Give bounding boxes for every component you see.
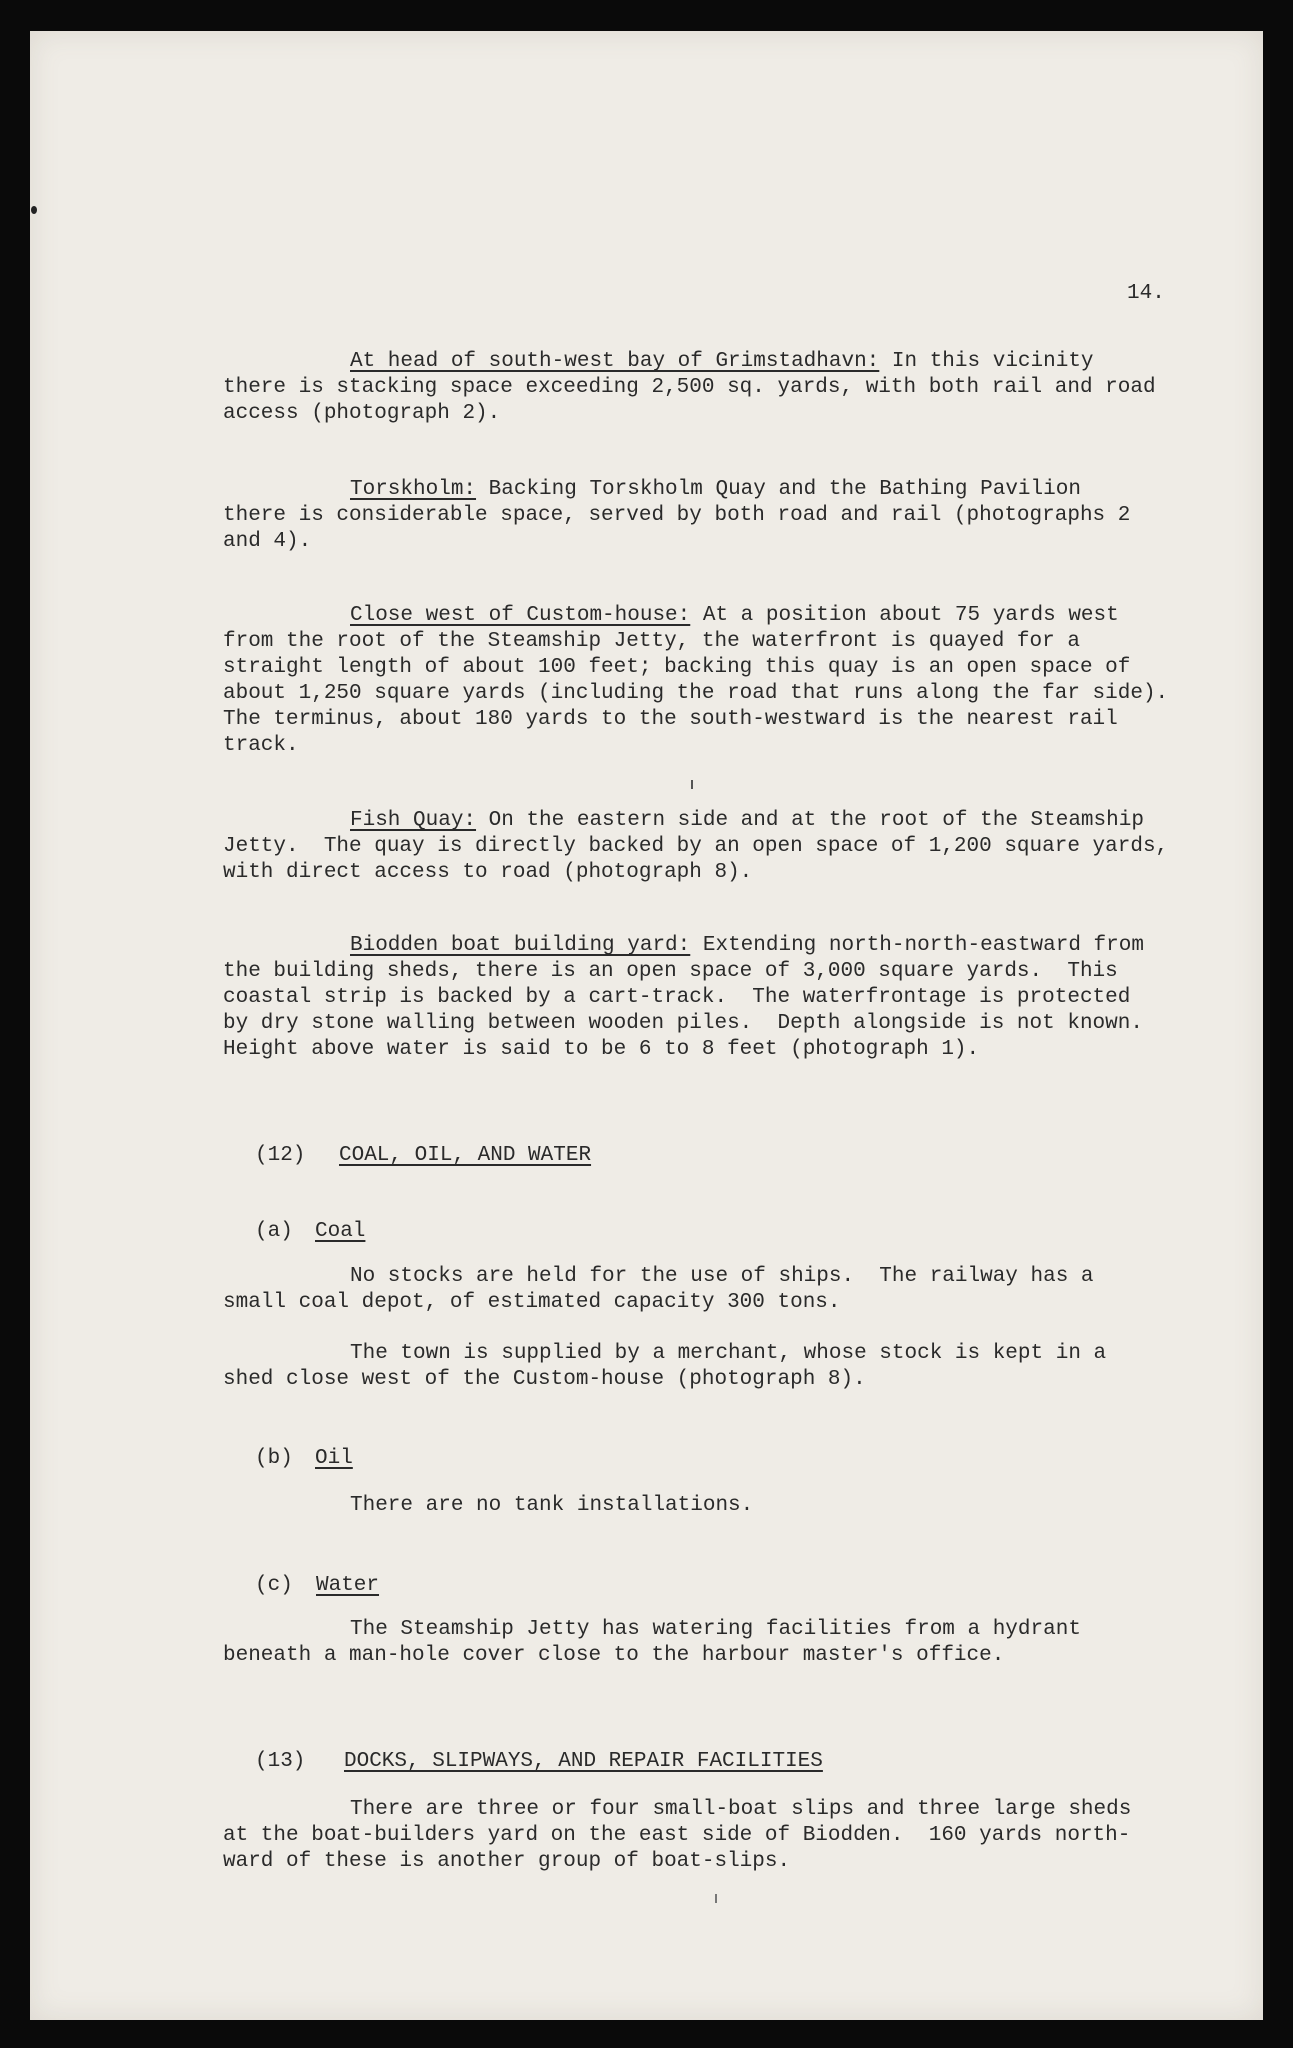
section-number-12: (12) xyxy=(255,1144,306,1167)
subsection-title-oil: Oil xyxy=(315,1447,353,1470)
paragraph-custom-house: Close west of Custom-house: At a position about 75 yards west from the root of the Steamship Jetty, the waterfront is quayed for a straight length of about 100 feet; backing this quay is an open space of about 1,250 square yards (including the road that runs along the far side). The terminus, about 180 yards to the south-westward is the nearest rail track. xyxy=(223,604,1169,757)
section-heading: Fish Quay: xyxy=(350,809,477,832)
section-heading: Torskholm: xyxy=(350,478,477,501)
paragraph-grimstadhavn: At head of south-west bay of Grimstadhavn: In this vicinity there is stacking space exceeding 2,500 sq. yards, with both rail and road access (photograph 2). xyxy=(223,350,1156,425)
paragraph-torskholm: Torskholm: Backing Torskholm Quay and the Bathing Pavilion there is considerable space, served by both road and rail (photographs 2 and 4). xyxy=(223,478,1131,553)
subsection-title-water: Water xyxy=(316,1574,380,1597)
section-heading: Biodden boat building yard: xyxy=(350,934,691,957)
section-number-13: (13) xyxy=(255,1750,306,1773)
subsection-title-coal: Coal xyxy=(315,1220,366,1243)
paragraph-coal-2: The town is supplied by a merchant, whose stock is kept in a shed close west of the Custom-house (photograph 8). xyxy=(223,1342,1107,1391)
paragraph-fish-quay: Fish Quay: On the eastern side and at the root of the Steamship Jetty. The quay is directly backed by an open space of 1,200 square yards, with direct access to road (photograph 8). xyxy=(223,809,1169,884)
paragraph-coal-1: No stocks are held for the use of ships. The railway has a small coal depot, of estimated capacity 300 tons. xyxy=(223,1265,1094,1314)
punch-mark xyxy=(31,206,37,214)
subsection-letter-a: (a) xyxy=(255,1220,293,1243)
paragraph-docks: There are three or four small-boat slips and three large sheds at the boat-builders yard on the east side of Biodden. 160 yards north- ward of these is another group of boat-slips. xyxy=(223,1798,1132,1873)
section-title-coal-oil-water: COAL, OIL, AND WATER xyxy=(339,1144,592,1167)
page-number: 14. xyxy=(1127,282,1165,305)
paragraph-oil: There are no tank installations. xyxy=(350,1494,754,1517)
paragraph-biodden: Biodden boat building yard: Extending north-north-eastward from the building sheds, there is an open space of 3,000 square yards. This coastal strip is backed by a cart-track. The waterfrontage is protected by dry stone walling between wooden piles. Depth alongside is not known. Height above water is said to be 6 to 8 feet (photograph 1). xyxy=(223,934,1144,1061)
section-heading: Close west of Custom-house: xyxy=(350,604,691,627)
paragraph-water: The Steamship Jetty has watering facilities from a hydrant beneath a man-hole cover close to the harbour master's office. xyxy=(223,1618,1081,1667)
subsection-letter-b: (b) xyxy=(255,1447,293,1470)
stray-mark xyxy=(715,1894,717,1903)
subsection-letter-c: (c) xyxy=(255,1574,293,1597)
section-title-docks: DOCKS, SLIPWAYS, AND REPAIR FACILITIES xyxy=(344,1750,823,1773)
stray-mark xyxy=(691,780,693,789)
section-heading: At head of south-west bay of Grimstadhavn: xyxy=(350,350,880,373)
